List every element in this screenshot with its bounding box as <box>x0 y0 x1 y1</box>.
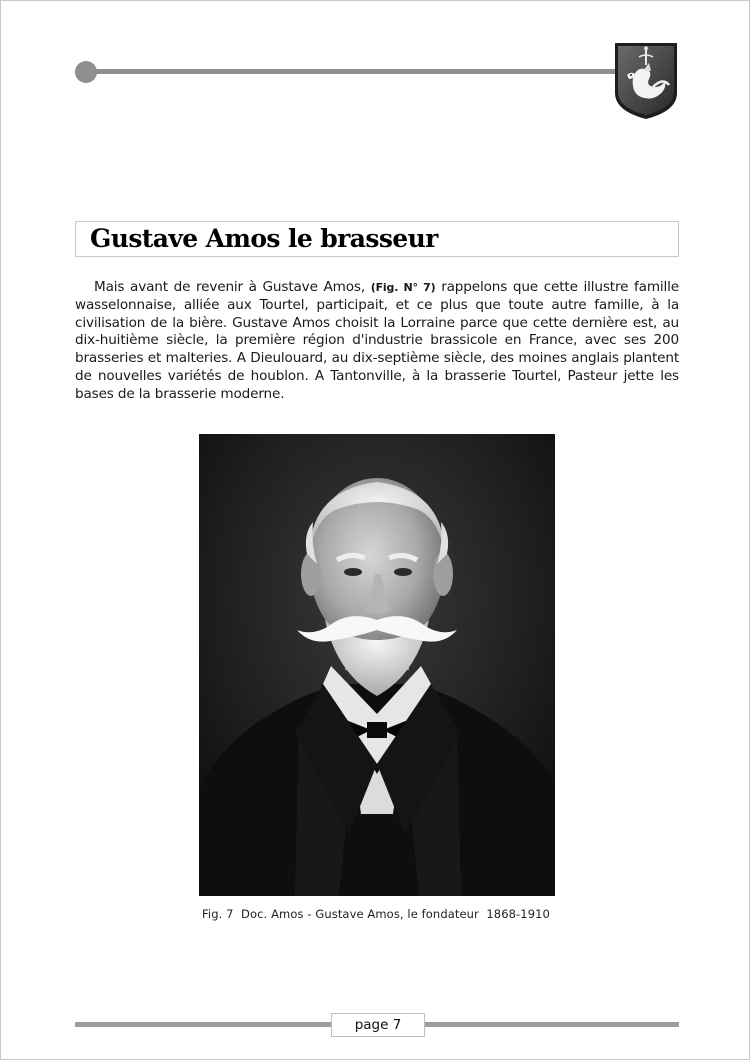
paragraph-start: Mais avant de revenir à Gustave Amos, <box>94 279 371 295</box>
header-rule <box>91 69 621 74</box>
portrait-photo <box>199 434 555 896</box>
section-title-box <box>75 221 679 257</box>
footer-rule-left <box>75 1022 331 1027</box>
paragraph-end: rappelons que cette illustre famille wasselonnaise, alliée aux Tourtel, participait, et ce plus que toute autre famille, à la civilisation de la bière. Gustave Amos choisit la Lorraine parce que cette dernière est, au dix-huitième siècle, la première région d'industrie brassicole en France, avec ses 200 brasseries et malteries. A Dieulouard, au dix-septième siècle, des moines anglais plantent de nouvelles variétés de houblon. A Tantonville, à la brasserie Tourtel, Pasteur jette les bases de la brasserie moderne. <box>75 279 680 402</box>
coat-of-arms-dragon-icon <box>613 41 679 121</box>
page-number: page 7 <box>331 1013 425 1037</box>
figure-caption: Fig. 7 Doc. Amos - Gustave Amos, le fondateur 1868-1910 <box>202 907 550 921</box>
section-title: Gustave Amos le brasseur <box>90 224 438 253</box>
footer-rule-right <box>425 1022 679 1027</box>
article-paragraph <box>75 279 679 404</box>
figure-reference: (Fig. N° 7) <box>370 281 436 294</box>
